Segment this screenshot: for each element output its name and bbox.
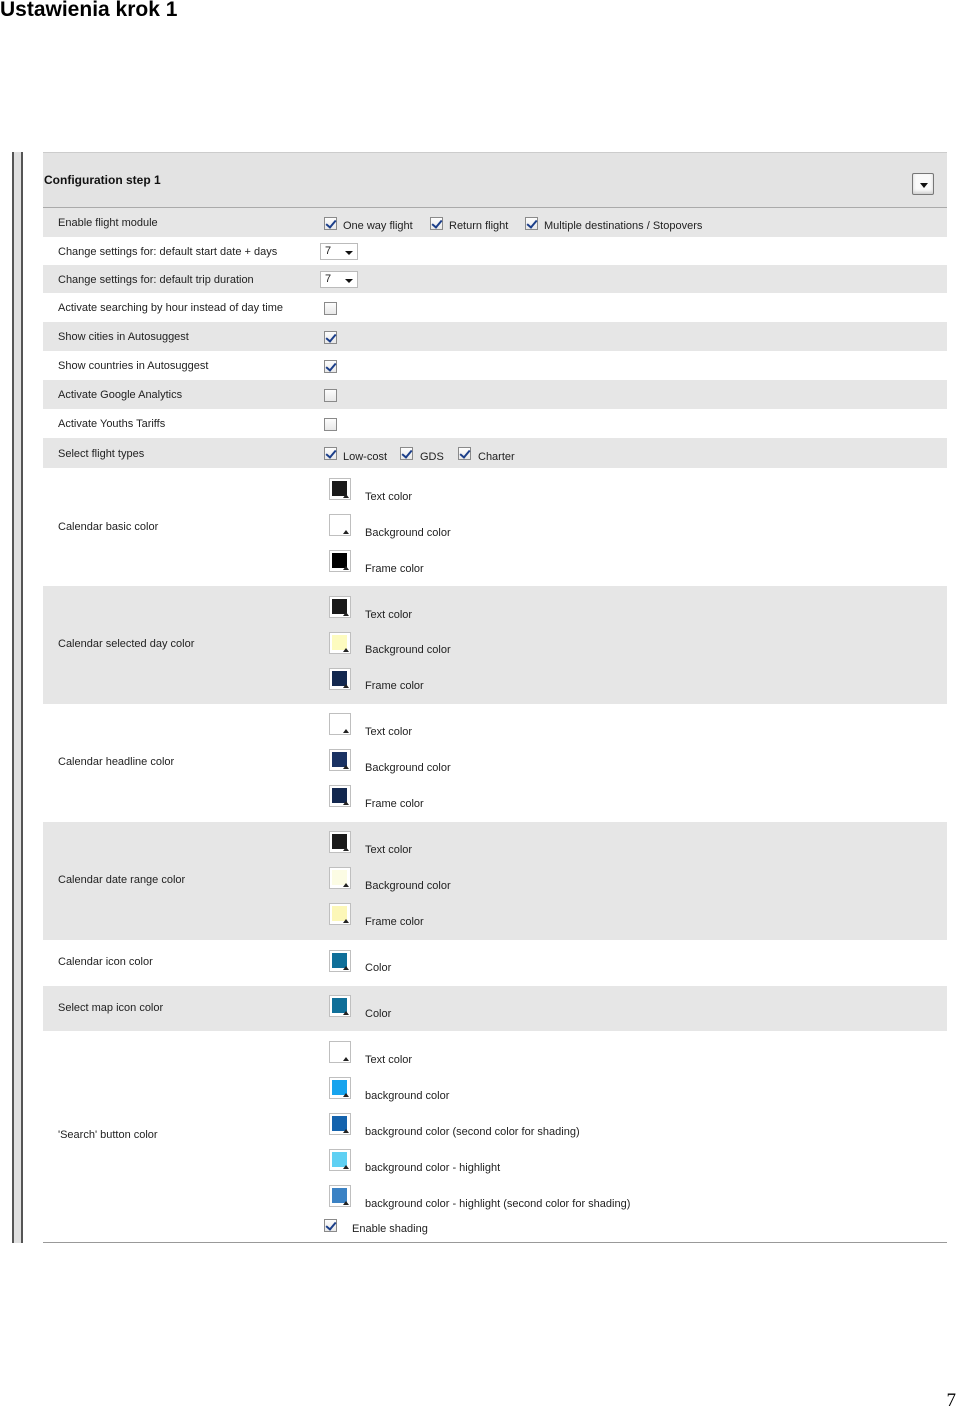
picker-arrow-icon bbox=[343, 729, 349, 733]
row-label: Activate searching by hour instead of day time bbox=[58, 302, 284, 314]
picker-arrow-icon bbox=[343, 919, 349, 923]
return-flight-checkbox[interactable] bbox=[430, 217, 443, 230]
color-picker[interactable] bbox=[329, 1113, 351, 1135]
gds-label: GDS bbox=[420, 451, 444, 463]
color-label: Background color bbox=[365, 644, 451, 656]
picker-arrow-icon bbox=[343, 801, 349, 805]
color-picker[interactable] bbox=[329, 478, 351, 500]
color-picker[interactable] bbox=[329, 1041, 351, 1063]
row-label: 'Search' button color bbox=[58, 1129, 158, 1141]
color-label: Text color bbox=[365, 1054, 413, 1066]
low-cost-checkbox[interactable] bbox=[324, 447, 337, 460]
color-picker[interactable] bbox=[329, 903, 351, 925]
picker-arrow-icon bbox=[343, 1057, 349, 1061]
search-by-hour-checkbox[interactable] bbox=[324, 302, 337, 315]
row-map-icon-color bbox=[43, 986, 947, 1031]
picker-arrow-icon bbox=[343, 847, 349, 851]
color-picker[interactable] bbox=[329, 785, 351, 807]
row-calendar-basic-color bbox=[43, 468, 947, 586]
row-start-date bbox=[43, 237, 947, 265]
multiple-destinations-label: Multiple destinations / Stopovers bbox=[544, 220, 703, 232]
page-number: 7 bbox=[946, 1390, 956, 1411]
color-label: background color bbox=[365, 1090, 450, 1102]
multiple-destinations-checkbox[interactable] bbox=[525, 217, 538, 230]
row-label: Enable flight module bbox=[58, 217, 158, 229]
show-countries-checkbox[interactable] bbox=[324, 360, 337, 373]
picker-arrow-icon bbox=[343, 1165, 349, 1169]
enable-shading-label: Enable shading bbox=[352, 1223, 428, 1235]
color-label: Frame color bbox=[365, 798, 424, 810]
color-picker[interactable] bbox=[329, 867, 351, 889]
color-label: background color - highlight bbox=[365, 1162, 501, 1174]
low-cost-label: Low-cost bbox=[343, 451, 388, 463]
row-calendar-date-range-color bbox=[43, 822, 947, 940]
row-label: Activate Youths Tariffs bbox=[58, 418, 166, 430]
picker-arrow-icon bbox=[343, 1093, 349, 1097]
enable-shading-checkbox[interactable] bbox=[324, 1219, 337, 1232]
color-picker[interactable] bbox=[329, 713, 351, 735]
color-label: Background color bbox=[365, 762, 451, 774]
row-label: Show cities in Autosuggest bbox=[58, 331, 189, 343]
row-label: Calendar selected day color bbox=[58, 638, 195, 650]
panel-title: Configuration step 1 bbox=[44, 173, 161, 187]
row-flight-module bbox=[43, 208, 947, 237]
color-picker[interactable] bbox=[329, 1185, 351, 1207]
color-label: background color (second color for shading) bbox=[365, 1126, 580, 1138]
trip-duration-select[interactable] bbox=[320, 271, 358, 288]
row-calendar-headline-color bbox=[43, 704, 947, 822]
picker-arrow-icon bbox=[343, 494, 349, 498]
row-youth-tariffs bbox=[43, 409, 947, 438]
color-picker[interactable] bbox=[329, 550, 351, 572]
picker-arrow-icon bbox=[343, 966, 349, 970]
row-flight-types bbox=[43, 438, 947, 468]
show-cities-checkbox[interactable] bbox=[324, 331, 337, 344]
select-value: 7 bbox=[325, 273, 332, 285]
google-analytics-checkbox[interactable] bbox=[324, 389, 337, 402]
row-label: Change settings for: default trip duration bbox=[58, 274, 254, 286]
row-label: Calendar basic color bbox=[58, 521, 159, 533]
color-picker[interactable] bbox=[329, 1149, 351, 1171]
row-label: Calendar date range color bbox=[58, 874, 186, 886]
color-label: background color - highlight (second color for shading) bbox=[365, 1198, 631, 1210]
panel-header bbox=[43, 152, 947, 208]
color-label: Text color bbox=[365, 844, 413, 856]
picker-arrow-icon bbox=[343, 684, 349, 688]
color-picker[interactable] bbox=[329, 749, 351, 771]
color-label: Text color bbox=[365, 491, 413, 503]
color-label: Frame color bbox=[365, 916, 424, 928]
color-label: Text color bbox=[365, 726, 413, 738]
row-show-cities bbox=[43, 322, 947, 351]
youth-tariffs-checkbox[interactable] bbox=[324, 418, 337, 431]
color-picker[interactable] bbox=[329, 1077, 351, 1099]
row-label: Change settings for: default start date + days bbox=[58, 246, 278, 258]
row-label: Calendar headline color bbox=[58, 756, 175, 768]
color-picker[interactable] bbox=[329, 950, 351, 972]
color-picker[interactable] bbox=[329, 668, 351, 690]
collapse-toggle-button[interactable] bbox=[912, 173, 934, 195]
row-label: Select map icon color bbox=[58, 1002, 164, 1014]
gds-checkbox[interactable] bbox=[400, 447, 413, 460]
row-calendar-icon-color bbox=[43, 940, 947, 986]
charter-label: Charter bbox=[478, 451, 515, 463]
document-title: Ustawienia krok 1 bbox=[0, 0, 178, 21]
color-picker[interactable] bbox=[329, 514, 351, 536]
start-date-days-select[interactable] bbox=[320, 243, 358, 260]
row-google-analytics bbox=[43, 380, 947, 409]
picker-arrow-icon bbox=[343, 883, 349, 887]
one-way-flight-checkbox[interactable] bbox=[324, 217, 337, 230]
row-trip-duration bbox=[43, 265, 947, 293]
select-value: 7 bbox=[325, 245, 332, 257]
one-way-flight-label: One way flight bbox=[343, 220, 413, 232]
row-calendar-selected-day-color bbox=[43, 586, 947, 704]
row-label: Activate Google Analytics bbox=[58, 389, 183, 401]
picker-arrow-icon bbox=[343, 1129, 349, 1133]
screenshot-frame bbox=[12, 152, 23, 1243]
color-picker[interactable] bbox=[329, 632, 351, 654]
picker-arrow-icon bbox=[343, 566, 349, 570]
picker-arrow-icon bbox=[343, 1011, 349, 1015]
color-label: Color bbox=[365, 1008, 392, 1020]
row-label: Calendar icon color bbox=[58, 956, 153, 968]
color-label: Color bbox=[365, 962, 392, 974]
picker-arrow-icon bbox=[343, 765, 349, 769]
picker-arrow-icon bbox=[343, 612, 349, 616]
charter-checkbox[interactable] bbox=[458, 447, 471, 460]
row-search-button-color bbox=[43, 1031, 947, 1242]
picker-arrow-icon bbox=[343, 648, 349, 652]
return-flight-label: Return flight bbox=[449, 220, 509, 232]
picker-arrow-icon bbox=[343, 530, 349, 534]
color-label: Text color bbox=[365, 609, 413, 621]
row-show-countries bbox=[43, 351, 947, 380]
row-search-by-hour bbox=[43, 293, 947, 322]
config-panel bbox=[43, 152, 947, 1243]
color-picker[interactable] bbox=[329, 596, 351, 618]
color-label: Background color bbox=[365, 880, 451, 892]
color-picker[interactable] bbox=[329, 995, 351, 1017]
color-label: Background color bbox=[365, 527, 451, 539]
row-label: Select flight types bbox=[58, 448, 145, 460]
picker-arrow-icon bbox=[343, 1201, 349, 1205]
color-picker[interactable] bbox=[329, 831, 351, 853]
color-label: Frame color bbox=[365, 563, 424, 575]
row-label: Show countries in Autosuggest bbox=[58, 360, 209, 372]
color-label: Frame color bbox=[365, 680, 424, 692]
